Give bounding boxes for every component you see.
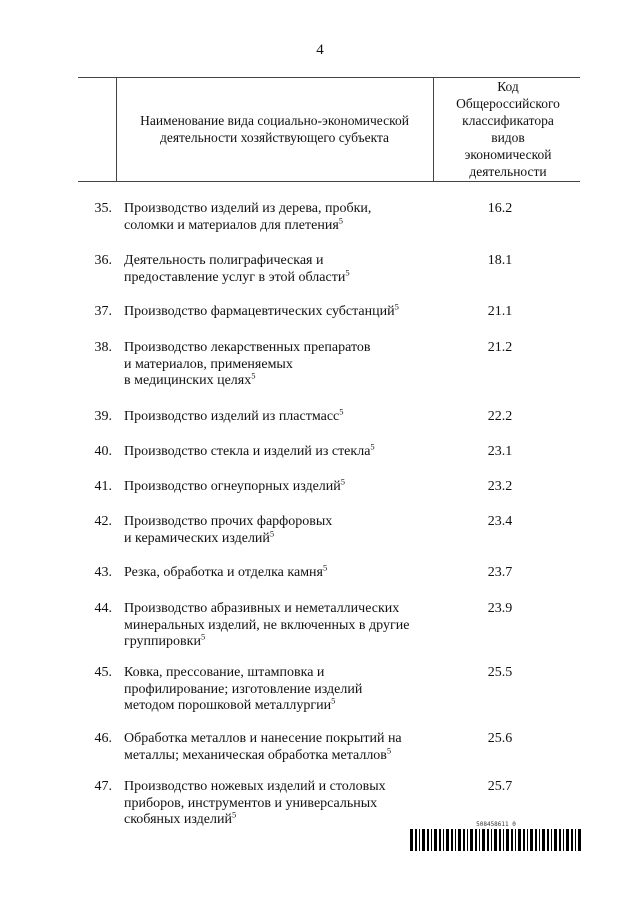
header-divider-right: [433, 77, 434, 181]
barcode-bar: [451, 829, 453, 851]
row-activity-line: [124, 406, 434, 426]
footnote-marker: 5: [394, 301, 399, 312]
barcode-bar: [511, 829, 513, 851]
row-activity-text: Резка, обработка и отделка камня: [124, 565, 323, 580]
footnote-marker: 5: [370, 441, 375, 452]
row-activity-text: и керамических изделий: [124, 530, 270, 546]
barcode-bar: [523, 829, 525, 851]
barcode-bar: [458, 829, 461, 851]
header-code-line: Код: [497, 79, 519, 94]
footnote-marker: 5: [232, 809, 237, 820]
row-activity-line: [124, 266, 434, 287]
barcode-bar: [578, 829, 581, 851]
barcode-bar: [422, 829, 425, 851]
header-code-line: классификатора: [462, 113, 554, 128]
row-number: 46.: [94, 731, 112, 746]
row-activity-line: [124, 744, 434, 765]
row-activity-text: в медицинских целях: [124, 373, 252, 388]
barcode-bar: [479, 829, 480, 851]
row-activity-name: [124, 301, 434, 321]
header-code-line: деятельности: [469, 164, 547, 179]
row-number: 44.: [94, 601, 112, 616]
row-activity-line: [124, 682, 434, 699]
row-activity-line: [124, 357, 434, 374]
row-activity-text: Производство изделий из дерева, пробки,: [124, 201, 372, 216]
row-activity-text: Деятельность полиграфическая и: [124, 253, 324, 268]
row-activity-text: предоставление услуг в этой области: [124, 269, 346, 285]
barcode-label: 508458611 0: [476, 821, 516, 828]
row-activity-line: [124, 809, 434, 829]
barcode-bar: [506, 829, 509, 851]
barcode-bar: [419, 829, 420, 851]
row-number: 37.: [94, 304, 112, 319]
row-number: 45.: [94, 665, 112, 680]
barcode-bar: [491, 829, 492, 851]
barcode-bars: [410, 829, 582, 851]
row-okved-code: 16.2: [487, 201, 513, 216]
page-number: 4: [316, 42, 324, 58]
header-code-cell: [436, 78, 580, 180]
row-number: 43.: [94, 565, 112, 580]
footnote-marker: 5: [386, 744, 392, 755]
barcode-bar: [518, 829, 521, 851]
barcode-bar: [575, 829, 576, 851]
row-activity-text: Производство ножевых изделий и столовых: [124, 779, 386, 794]
barcode-bar: [455, 829, 456, 851]
row-activity-name: [124, 476, 434, 496]
barcode-bar: [446, 829, 449, 851]
footnote-marker: 5: [340, 476, 346, 487]
row-activity-line: [124, 476, 434, 496]
footnote-marker: 5: [269, 527, 275, 538]
row-activity-line: [124, 601, 434, 618]
row-okved-code: 25.6: [487, 731, 513, 746]
row-activity-line: [124, 441, 434, 461]
footnote-marker: 5: [200, 631, 206, 642]
row-number: 39.: [94, 409, 112, 424]
row-okved-code: 18.1: [487, 253, 513, 268]
row-activity-line: [124, 631, 434, 651]
barcode: [410, 820, 582, 851]
row-activity-text: Производство прочих фарфоровых: [124, 514, 333, 529]
row-activity-line: [124, 514, 434, 531]
row-okved-code: 25.5: [487, 665, 513, 680]
barcode-bar: [470, 829, 473, 851]
row-activity-line: [124, 618, 434, 635]
row-activity-text: Производство фармацевтических субстанций: [124, 304, 395, 319]
row-okved-code: 23.4: [487, 514, 513, 529]
footnote-marker: 5: [331, 695, 336, 706]
row-number: 36.: [94, 253, 112, 268]
row-activity-line: [124, 779, 434, 796]
footnote-marker: 5: [338, 214, 344, 225]
row-okved-code: 23.7: [487, 565, 513, 580]
barcode-bar: [482, 829, 485, 851]
row-activity-name: [124, 779, 434, 829]
barcode-bar: [499, 829, 501, 851]
barcode-bar: [431, 829, 432, 851]
barcode-bar: [494, 829, 497, 851]
row-okved-code: 22.2: [487, 409, 513, 424]
row-activity-line: [124, 301, 434, 321]
barcode-bar: [551, 829, 552, 851]
barcode-bar: [527, 829, 528, 851]
barcode-bar: [434, 829, 437, 851]
row-activity-name: [124, 253, 434, 286]
row-okved-code: 23.1: [487, 444, 513, 459]
barcode-bar: [475, 829, 477, 851]
barcode-bar: [467, 829, 468, 851]
row-number: 35.: [94, 201, 112, 216]
row-number: 40.: [94, 444, 112, 459]
row-activity-name: [124, 731, 434, 764]
header-divider-left: [116, 77, 117, 181]
row-activity-text: Производство стекла и изделий из стекла: [124, 444, 371, 459]
barcode-bar: [487, 829, 489, 851]
barcode-bar: [563, 829, 564, 851]
barcode-bar: [530, 829, 533, 851]
row-number: 38.: [94, 340, 112, 355]
row-activity-line: [124, 796, 434, 813]
row-activity-name: [124, 514, 434, 547]
row-activity-text: металлы; механическая обработка металлов: [124, 747, 387, 763]
row-activity-text: приборов, инструментов и универсальных: [124, 795, 378, 811]
footnote-marker: 5: [339, 406, 344, 417]
barcode-bar: [554, 829, 557, 851]
barcode-bar: [535, 829, 537, 851]
row-okved-code: 21.1: [487, 304, 513, 319]
footnote-marker: 5: [345, 266, 350, 277]
row-activity-line: [124, 214, 434, 235]
row-activity-text: Производство абразивных и неметаллических: [124, 601, 400, 616]
row-activity-text: Производство огнеупорных изделий: [124, 479, 341, 494]
barcode-bar: [547, 829, 549, 851]
row-activity-text: Производство лекарственных препаратов: [124, 340, 371, 355]
row-activity-line: [124, 695, 434, 715]
header-code-line: Общероссийского: [456, 96, 560, 111]
row-activity-text: Ковка, прессование, штамповка и: [124, 665, 325, 680]
row-okved-code: 23.9: [487, 601, 513, 616]
row-okved-code: 23.2: [487, 479, 513, 494]
row-activity-name: [124, 340, 434, 390]
row-activity-text: соломки и материалов для плетения: [124, 217, 339, 233]
barcode-bar: [571, 829, 573, 851]
header-name-cell: Наименование вида социально-экономической деятельности хозяйствующего субъекта: [140, 113, 409, 145]
row-activity-name: [124, 562, 434, 582]
row-activity-line: [124, 527, 434, 548]
row-activity-text: минеральных изделий, не включенных в другие: [124, 617, 410, 633]
row-okved-code: 25.7: [487, 779, 513, 794]
header-bottom-rule: [78, 181, 580, 182]
barcode-bar: [542, 829, 545, 851]
row-activity-text: Производство изделий из пластмасс: [124, 409, 340, 424]
barcode-bar: [539, 829, 540, 851]
row-activity-line: [124, 201, 434, 218]
row-activity-line: [124, 370, 434, 390]
row-activity-name: [124, 601, 434, 651]
barcode-bar: [566, 829, 569, 851]
row-activity-text: группировки: [124, 634, 201, 649]
barcode-bar: [503, 829, 504, 851]
row-activity-text: методом порошковой металлургии: [124, 698, 332, 713]
barcode-bar: [559, 829, 561, 851]
row-okved-code: 21.2: [487, 340, 513, 355]
row-activity-name: [124, 406, 434, 426]
row-activity-name: [124, 665, 434, 715]
footnote-marker: 5: [251, 370, 256, 381]
barcode-bar: [463, 829, 465, 851]
row-activity-line: [124, 562, 434, 582]
header-code-line: видов: [491, 130, 525, 145]
row-activity-line: [124, 665, 434, 682]
row-number: 41.: [94, 479, 112, 494]
barcode-bar: [515, 829, 516, 851]
footnote-marker: 5: [322, 562, 328, 573]
row-number: 47.: [94, 779, 112, 794]
barcode-bar: [439, 829, 441, 851]
barcode-bar: [410, 829, 413, 851]
barcode-bar: [427, 829, 429, 851]
row-activity-text: и материалов, применяемых: [124, 356, 293, 372]
row-activity-name: [124, 441, 434, 461]
row-activity-text: скобяных изделий: [124, 812, 232, 827]
row-activity-text: профилирование; изготовление изделий: [124, 681, 363, 697]
row-number: 42.: [94, 514, 112, 529]
header-code-line: экономической: [464, 147, 552, 162]
barcode-bar: [415, 829, 417, 851]
row-activity-line: [124, 253, 434, 270]
row-activity-text: Обработка металлов и нанесение покрытий на: [124, 731, 402, 746]
row-activity-line: [124, 340, 434, 357]
barcode-bar: [443, 829, 444, 851]
row-activity-name: [124, 201, 434, 234]
